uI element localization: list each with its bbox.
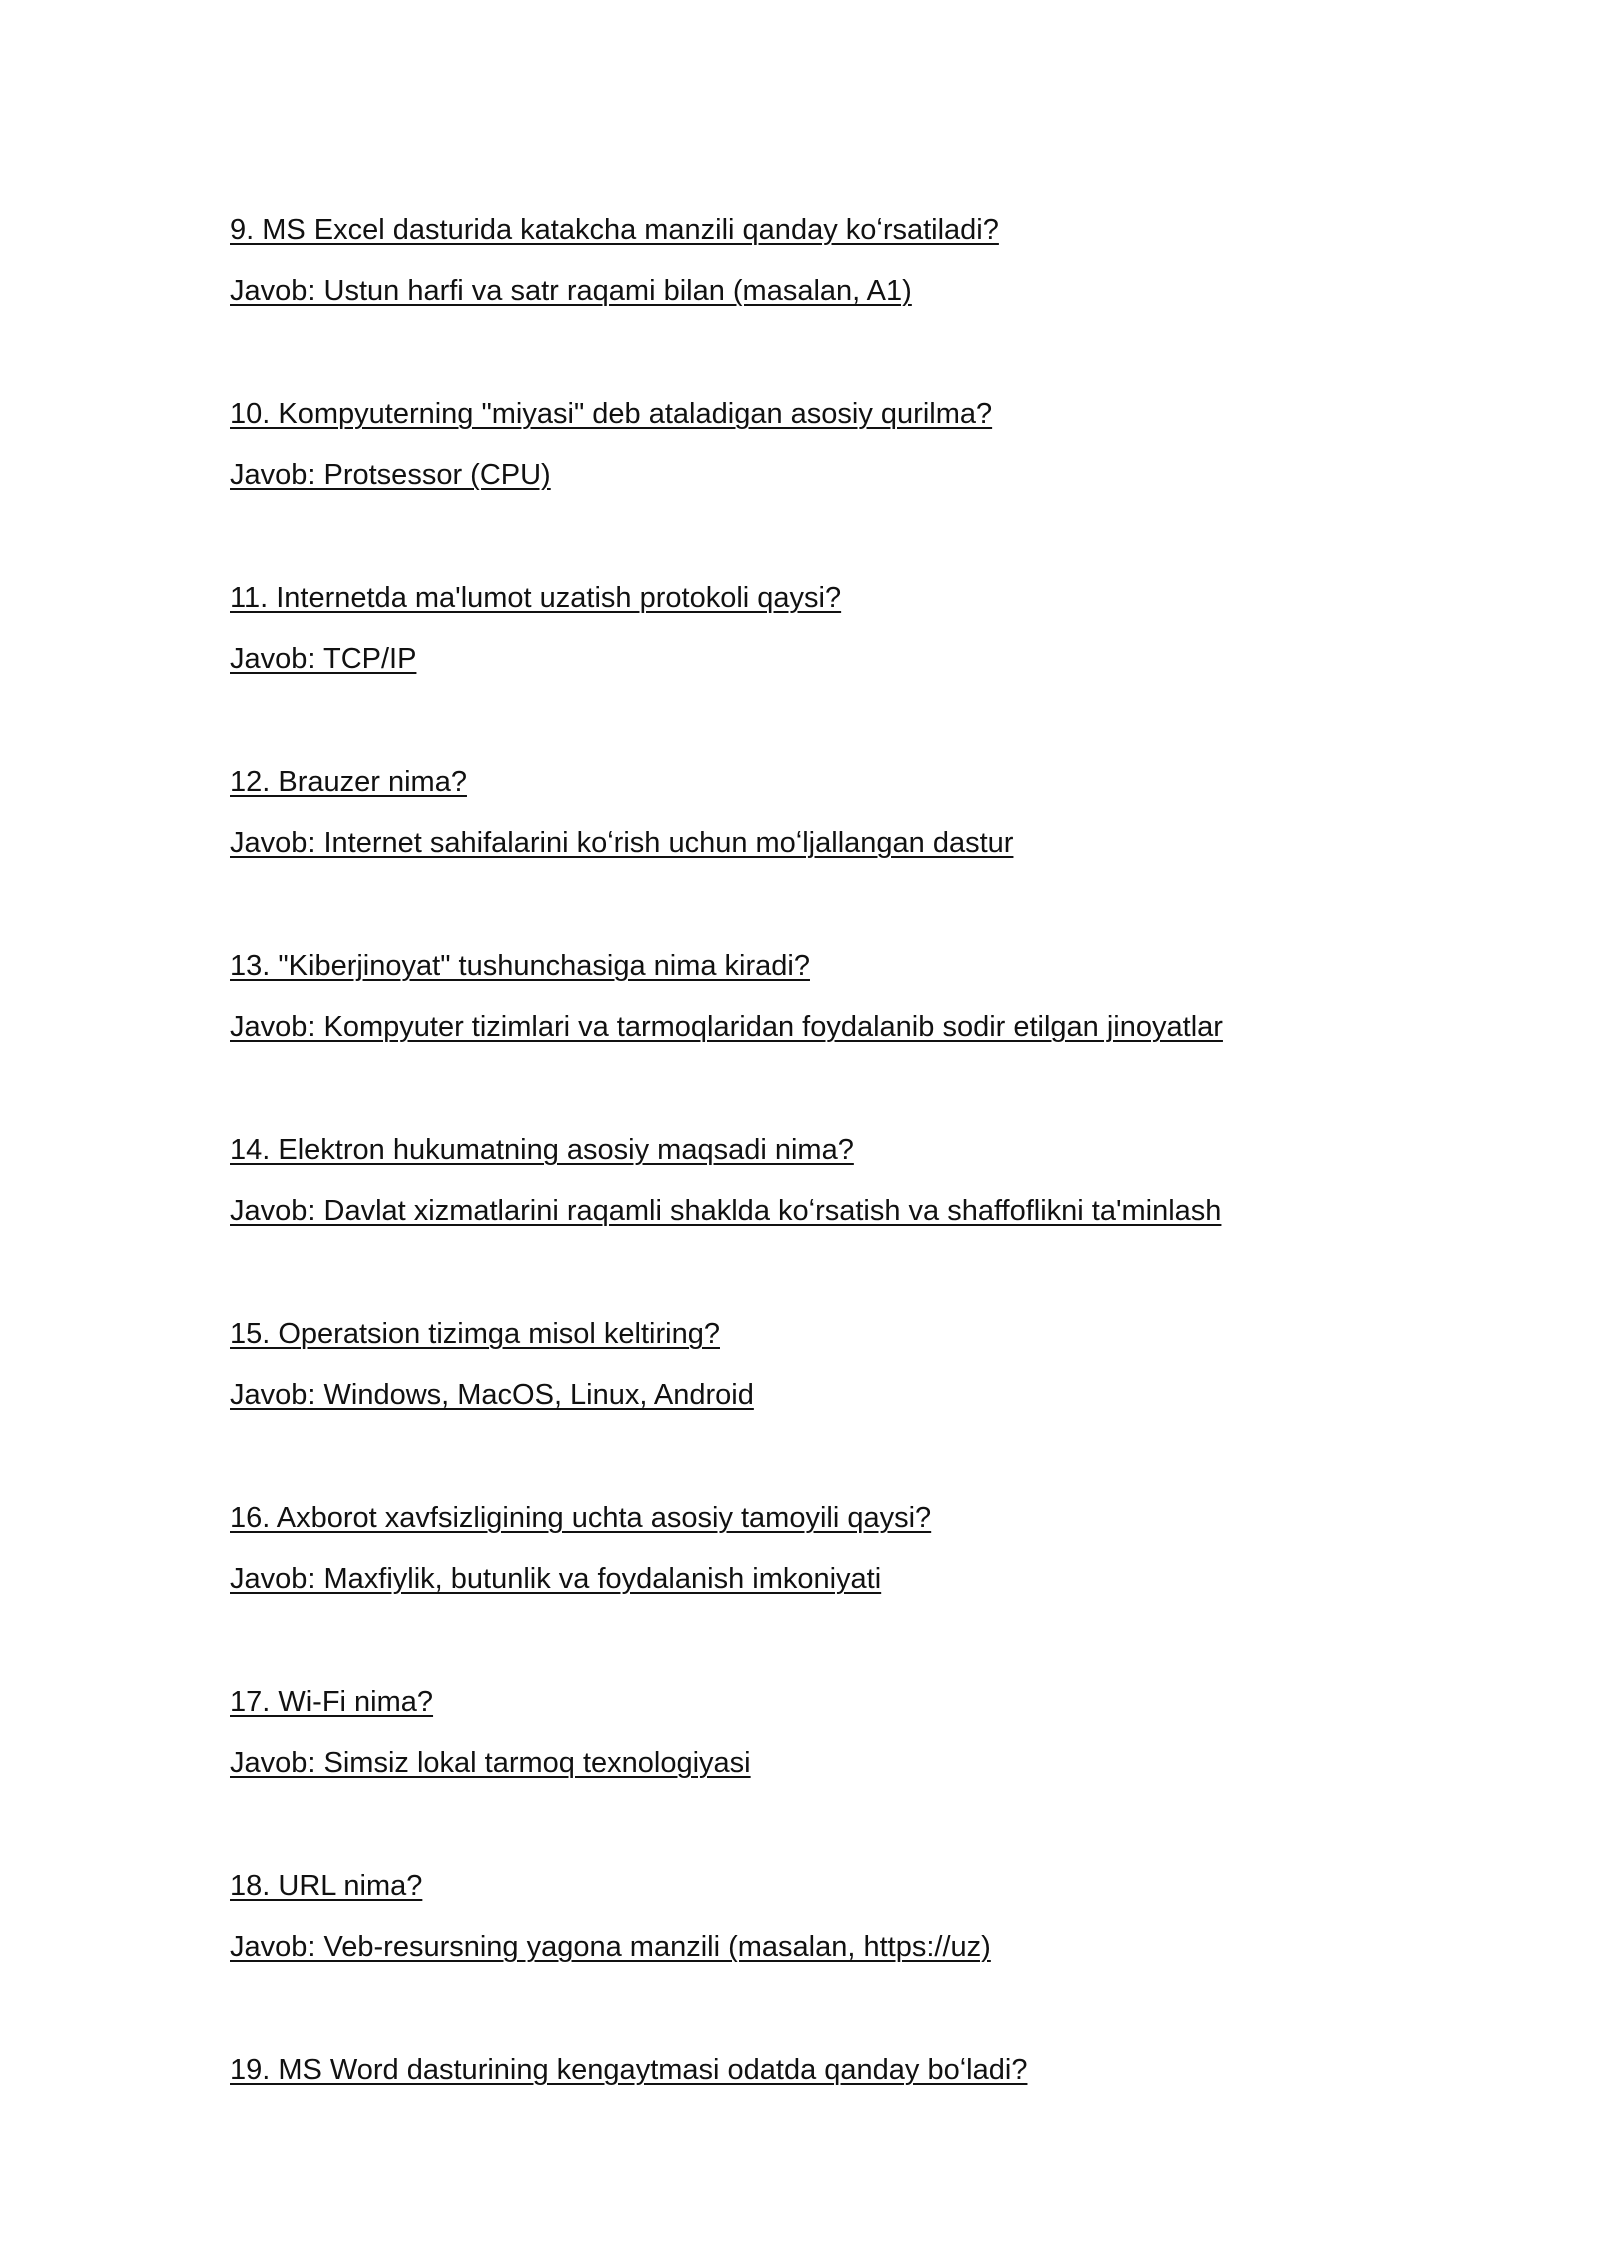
qa-item (230, 578, 1430, 762)
answer-text: Javob: TCP/IP (230, 643, 417, 675)
qa-item (230, 210, 1430, 394)
question-text: 17. Wi-Fi nima? (230, 1686, 434, 1718)
question-text: 16. Axborot xavfsizligining uchta asosiy tamoyili qaysi? (230, 1502, 932, 1534)
qa-item (230, 1314, 1430, 1498)
question-text: 9. MS Excel dasturida katakcha manzili qanday koʻrsatiladi? (230, 214, 999, 246)
qa-item (230, 1498, 1430, 1682)
question-text: 10. Kompyuterning "miyasi" deb ataladigan asosiy qurilma? (230, 398, 993, 430)
question-text: 18. URL nima? (230, 1870, 423, 1902)
answer-text: Javob: Ustun harfi va satr raqami bilan (masalan, A1) (230, 275, 912, 307)
answer-text: Javob: Kompyuter tizimlari va tarmoqlaridan foydalanib sodir etilgan jinoyatlar (230, 1011, 1223, 1043)
answer-text: Javob: Simsiz lokal tarmoq texnologiyasi (230, 1747, 751, 1779)
question-text: 11. Internetda ma'lumot uzatish protokoli qaysi? (230, 582, 842, 614)
answer-text: Javob: Veb-resursning yagona manzili (masalan, https://uz) (230, 1931, 991, 1963)
qa-item (230, 1130, 1430, 1314)
answer-text: Javob: Protsessor (CPU) (230, 459, 551, 491)
answer-text: Javob: Internet sahifalarini koʻrish uchun moʻljallangan dastur (230, 827, 1014, 859)
qa-item (230, 762, 1430, 946)
question-text: 14. Elektron hukumatning asosiy maqsadi nima? (230, 1134, 854, 1166)
qa-item (230, 946, 1430, 1130)
answer-text: Javob: Windows, MacOS, Linux, Android (230, 1379, 754, 1411)
question-answer-list (230, 210, 1430, 2234)
qa-item (230, 1682, 1430, 1866)
qa-item (230, 394, 1430, 578)
qa-item (230, 2050, 1430, 2234)
question-text: 13. "Kiberjinoyat" tushunchasiga nima kiradi? (230, 950, 810, 982)
qa-item (230, 1866, 1430, 2050)
answer-text: Javob: Davlat xizmatlarini raqamli shaklda koʻrsatish va shaffoflikni ta'minlash (230, 1195, 1222, 1227)
answer-text: Javob: Maxfiylik, butunlik va foydalanish imkoniyati (230, 1563, 882, 1595)
question-text: 12. Brauzer nima? (230, 766, 467, 798)
question-text: 19. MS Word dasturining kengaytmasi odatda qanday boʻladi? (230, 2054, 1028, 2086)
question-text: 15. Operatsion tizimga misol keltiring? (230, 1318, 720, 1350)
